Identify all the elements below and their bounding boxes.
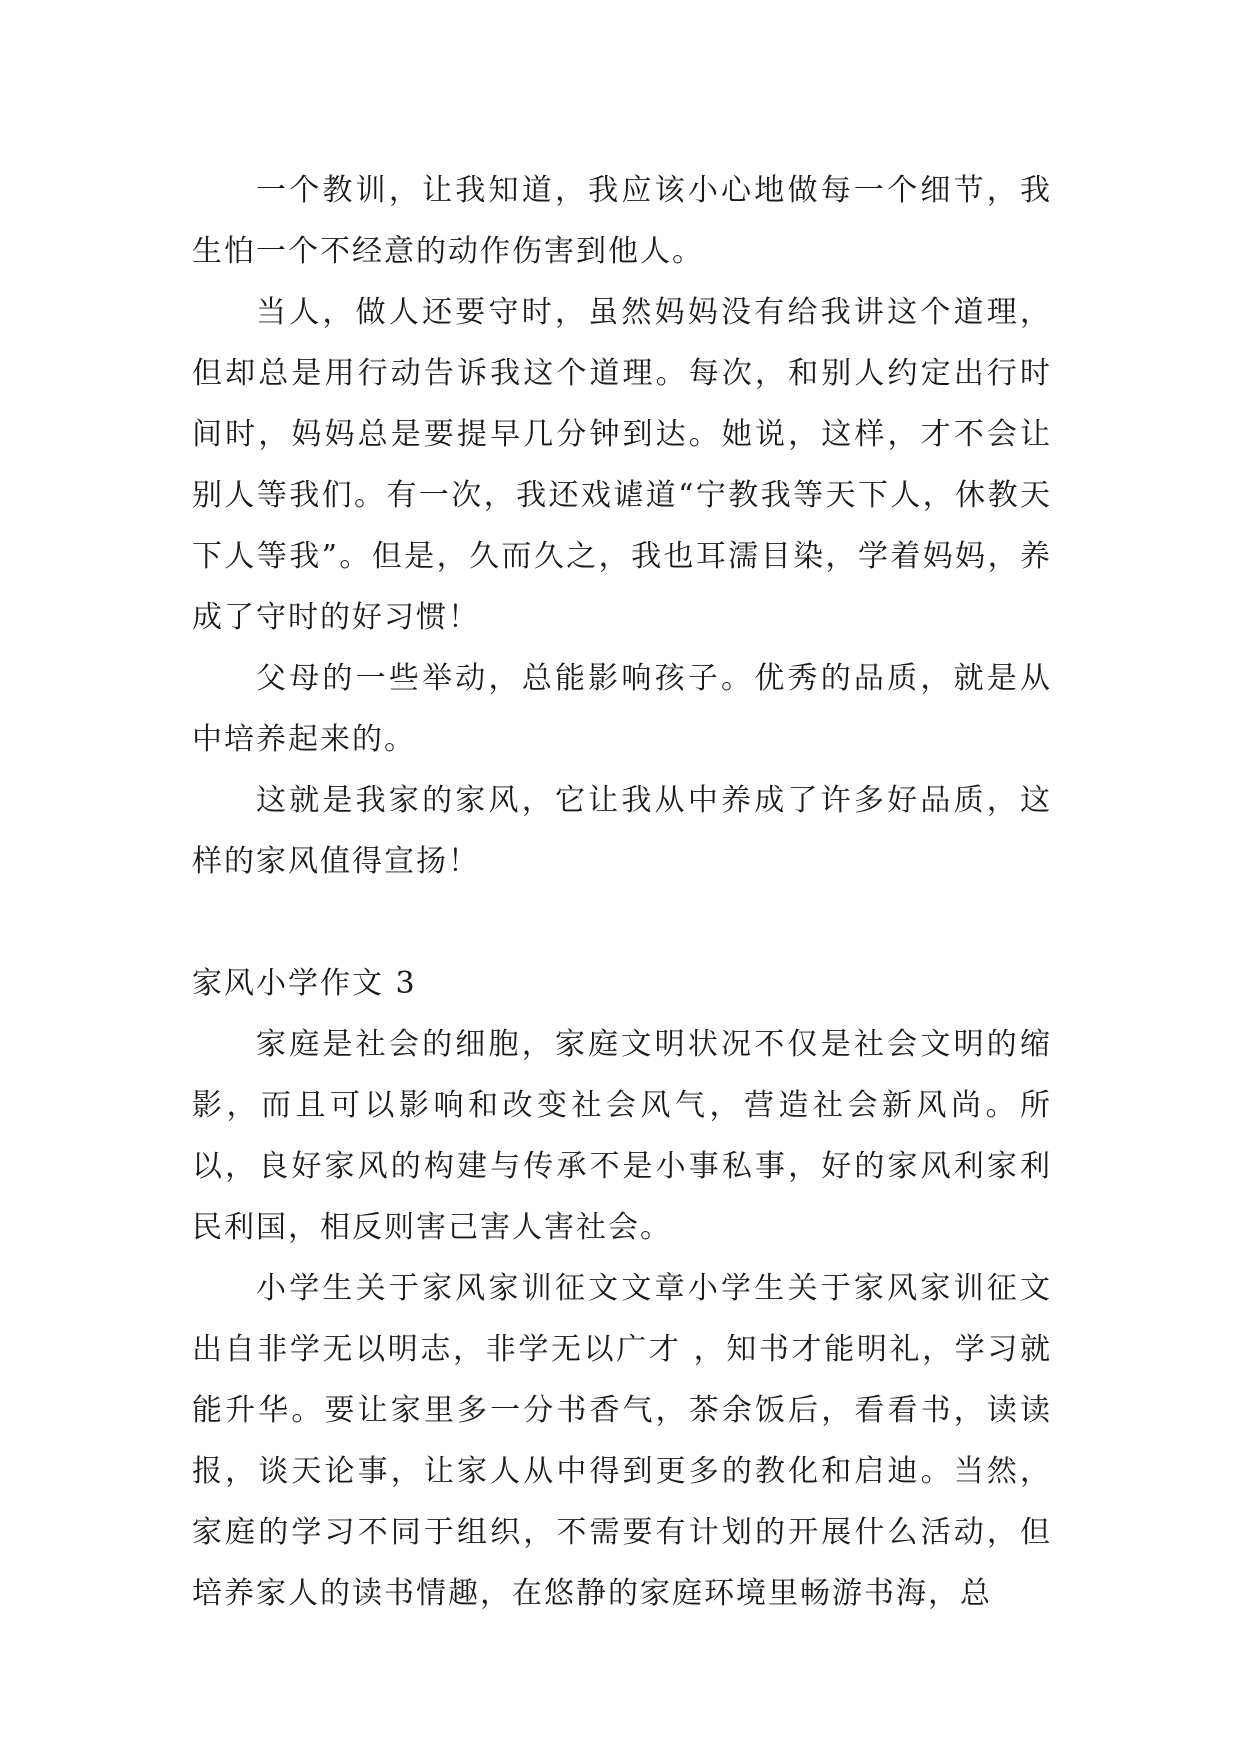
section-heading: 家风小学作文 3 (192, 966, 417, 1001)
paragraph: 家庭是社会的细胞，家庭文明状况不仅是社会文明的缩影，而且可以影响和改变社会风气，营造社会新风尚。所以，良好家风的构建与传承不是小事私事，好的家风利家利民利国，相反则害己害人害社会。 (192, 1027, 1052, 1245)
paragraph: 当人，做人还要守时，虽然妈妈没有给我讲这个道理，但却总是用行动告诉我这个道理。每次，和别人约定出行时间时，妈妈总是要提早几分钟到达。她说，这样，才不会让别人等我们。有一次，我还戏谑道“宁教我等天下人，休教天下人等我”。但是，久而久之，我也耳濡目染，学着妈妈，养成了守时的好习惯！ (192, 295, 1052, 635)
paragraph: 小学生关于家风家训征文文章小学生关于家风家训征文出自非学无以明志，非学无以广才 ，知书才能明礼，学习就能升华。要让家里多一分书香气，茶余饭后，看看书，读读报，谈天论事，让家人从中得到更多的教化和启迪。当然，家庭的学习不同于组织，不需要有计划的开展什么活动，但培养家人的读书情趣，在悠静的家庭环境里畅游书海，总 (192, 1271, 1052, 1611)
paragraph: 这就是我家的家风，它让我从中养成了许多好品质，这样的家风值得宣扬！ (192, 783, 1052, 879)
paragraph: 一个教训，让我知道，我应该小心地做每一个细节，我生怕一个不经意的动作伤害到他人。 (192, 173, 1052, 269)
document-body (192, 160, 1052, 1624)
paragraph: 父母的一些举动，总能影响孩子。优秀的品质，就是从中培养起来的。 (192, 661, 1052, 757)
